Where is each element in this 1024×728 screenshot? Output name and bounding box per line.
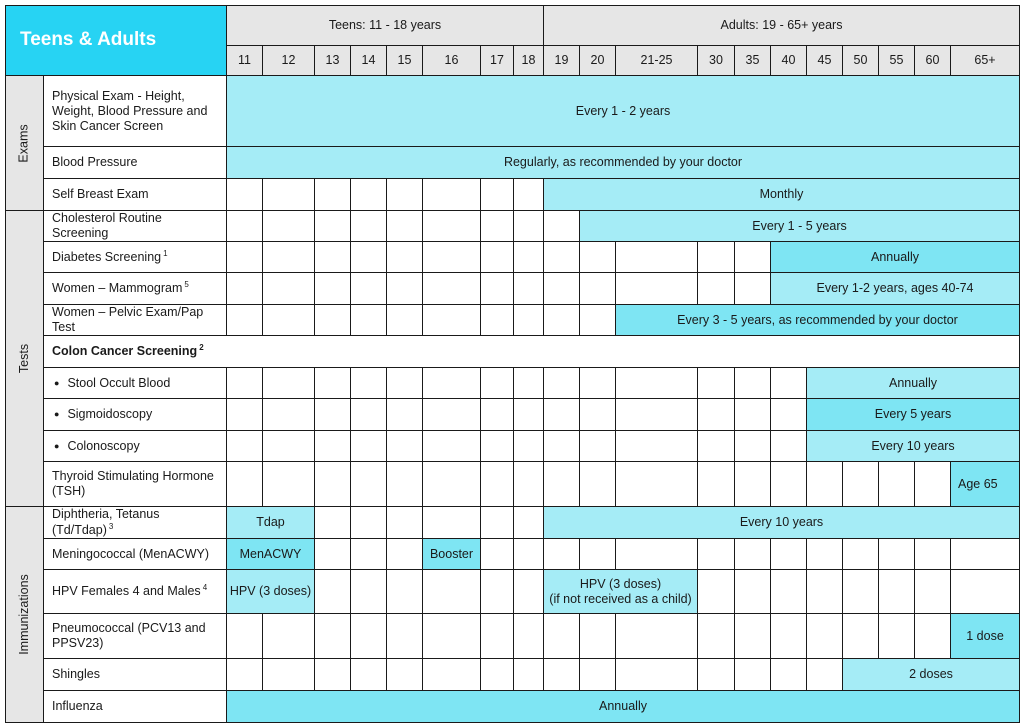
schedule-cell: [879, 462, 915, 507]
schedule-cell: [544, 211, 580, 242]
row-label-text: Colonoscopy: [67, 438, 140, 453]
schedule-cell: [879, 614, 915, 659]
schedule-cell: [423, 614, 481, 659]
row-label-text: Self Breast Exam: [52, 187, 149, 201]
age-column-header: 16: [423, 46, 481, 76]
schedule-cell: [843, 570, 879, 614]
row-label-influenza: [44, 691, 227, 723]
schedule-cell: [423, 399, 481, 431]
schedule-cell: [227, 242, 263, 273]
schedule-cell: [807, 659, 843, 691]
age-column-header: 35: [735, 46, 771, 76]
schedule-cell: [807, 539, 843, 570]
sigmoidoscopy-value: Every 5 years: [807, 399, 1020, 431]
schedule-cell: [735, 570, 771, 614]
influenza-value: Annually: [227, 691, 1020, 723]
schedule-cell: [423, 431, 481, 462]
schedule-cell: [315, 242, 351, 273]
stool-blood-value: Annually: [807, 368, 1020, 399]
schedule-cell: [735, 614, 771, 659]
schedule-cell: [915, 539, 951, 570]
schedule-cell: [263, 242, 315, 273]
schedule-cell: [315, 179, 351, 211]
age-column-header: 65+: [951, 46, 1020, 76]
age-column-header: 13: [315, 46, 351, 76]
schedule-cell: [698, 614, 735, 659]
colonoscopy-value: Every 10 years: [807, 431, 1020, 462]
schedule-cell: [387, 305, 423, 336]
schedule-cell: [771, 368, 807, 399]
schedule-cell: [481, 179, 514, 211]
footnote-marker: 4: [202, 583, 208, 593]
age-column-header: 50: [843, 46, 879, 76]
schedule-cell: [481, 368, 514, 399]
schedule-cell: [227, 305, 263, 336]
schedule-cell: [387, 507, 423, 539]
schedule-cell: [481, 273, 514, 305]
schedule-cell: [771, 399, 807, 431]
schedule-cell: [263, 614, 315, 659]
schedule-cell: [514, 242, 544, 273]
schedule-cell: [616, 431, 698, 462]
schedule-cell: [263, 305, 315, 336]
schedule-cell: [616, 368, 698, 399]
row-label-diabetes: [44, 242, 227, 273]
schedule-cell: [771, 570, 807, 614]
schedule-cell: [514, 659, 544, 691]
schedule-cell: [387, 399, 423, 431]
row-label-text: Influenza: [52, 699, 103, 713]
schedule-cell: [351, 539, 387, 570]
schedule-cell: [315, 431, 351, 462]
schedule-cell: [580, 659, 616, 691]
row-label-text: Diabetes Screening: [52, 250, 162, 265]
footnote-marker: 5: [184, 280, 189, 290]
schedule-cell: [698, 242, 735, 273]
schedule-cell: [514, 614, 544, 659]
row-label-mammogram: [44, 273, 227, 305]
schedule-cell: [580, 614, 616, 659]
schedule-cell: [580, 242, 616, 273]
row-label-text: Blood Pressure: [52, 155, 138, 169]
schedule-cell: [481, 242, 514, 273]
schedule-cell: [423, 368, 481, 399]
schedule-cell: [580, 368, 616, 399]
schedule-cell: [807, 614, 843, 659]
schedule-cell: [616, 399, 698, 431]
row-label-tsh: [44, 462, 227, 507]
schedule-cell: [698, 431, 735, 462]
age-column-header: 30: [698, 46, 735, 76]
schedule-cell: [771, 462, 807, 507]
schedule-cell: [481, 399, 514, 431]
row-label-hpv: [44, 570, 227, 614]
schedule-cell: [351, 570, 387, 614]
schedule-cell: [227, 399, 263, 431]
schedule-cell: [514, 539, 544, 570]
diphtheria-teen-value: Tdap: [227, 507, 315, 539]
age-column-header: 18: [514, 46, 544, 76]
hpv-adult-text-line: (if not received as a child): [549, 591, 692, 606]
schedule-cell: [514, 507, 544, 539]
bullet-icon: ●: [54, 409, 60, 420]
footnote-marker: 1: [163, 248, 168, 258]
row-label-physical-exam: [44, 76, 227, 147]
schedule-cell: [263, 273, 315, 305]
schedule-cell: [351, 399, 387, 431]
row-label-stool-blood: [44, 368, 227, 399]
schedule-cell: [227, 368, 263, 399]
schedule-cell: [771, 614, 807, 659]
schedule-cell: [481, 507, 514, 539]
row-label-text: Shingles: [52, 667, 100, 681]
age-column-header: 12: [263, 46, 315, 76]
self-breast-exam-value: Monthly: [544, 179, 1020, 211]
row-label-shingles: [44, 659, 227, 691]
schedule-cell: [616, 242, 698, 273]
row-label-text: Women – Mammogram: [52, 281, 183, 296]
age-column-header: 21-25: [616, 46, 698, 76]
schedule-cell: [263, 659, 315, 691]
schedule-cell: [843, 539, 879, 570]
age-column-header: 40: [771, 46, 807, 76]
schedule-cell: [423, 659, 481, 691]
schedule-cell: [616, 539, 698, 570]
schedule-cell: [544, 659, 580, 691]
schedule-cell: [544, 399, 580, 431]
row-label-blood-pressure: [44, 147, 227, 179]
row-label-diphtheria: [44, 507, 227, 539]
schedule-cell: [263, 399, 315, 431]
row-label-colonoscopy: [44, 431, 227, 462]
schedule-cell: [351, 242, 387, 273]
schedule-cell: [514, 570, 544, 614]
table-title: Teens & Adults: [6, 6, 227, 76]
row-label-pneumococcal: [44, 614, 227, 659]
cholesterol-value: Every 1 - 5 years: [580, 211, 1020, 242]
schedule-cell: [735, 431, 771, 462]
row-label-self-breast-exam: [44, 179, 227, 211]
schedule-cell: [544, 431, 580, 462]
row-label-text: Colon Cancer Screening: [52, 344, 198, 359]
row-label-text: Diphtheria, Tetanus (Td/Tdap): [52, 506, 160, 538]
schedule-cell: [580, 399, 616, 431]
schedule-cell: [423, 570, 481, 614]
mammogram-value: Every 1-2 years, ages 40-74: [771, 273, 1020, 305]
age-column-header: 14: [351, 46, 387, 76]
schedule-cell: [315, 399, 351, 431]
schedule-cell: [351, 273, 387, 305]
schedule-cell: [879, 570, 915, 614]
age-column-header: 60: [915, 46, 951, 76]
category-immunizations: [6, 507, 44, 723]
schedule-cell: [351, 431, 387, 462]
schedule-cell: [315, 368, 351, 399]
schedule-cell: [263, 431, 315, 462]
schedule-cell: [951, 570, 1020, 614]
schedule-cell: [315, 462, 351, 507]
schedule-cell: [616, 614, 698, 659]
schedule-cell: [698, 273, 735, 305]
schedule-cell: [514, 431, 544, 462]
schedule-cell: [544, 539, 580, 570]
schedule-cell: [263, 462, 315, 507]
schedule-cell: [514, 305, 544, 336]
schedule-cell: [227, 614, 263, 659]
category-label: Exams: [17, 123, 32, 163]
schedule-cell: [227, 273, 263, 305]
schedule-cell: [423, 462, 481, 507]
schedule-cell: [263, 368, 315, 399]
row-label-text: Pneumococcal (PCV13 and PPSV23): [52, 621, 206, 650]
schedule-cell: [514, 179, 544, 211]
schedule-cell: [807, 570, 843, 614]
schedule-cell: [481, 570, 514, 614]
bullet-icon: ●: [54, 377, 60, 388]
teens-header: Teens: 11 - 18 years: [227, 6, 544, 46]
schedule-cell: [387, 614, 423, 659]
schedule-cell: [315, 507, 351, 539]
schedule-cell: [735, 368, 771, 399]
hpv-adult: [544, 570, 698, 614]
schedule-cell: [879, 539, 915, 570]
row-label-text: HPV Females 4 and Males: [52, 584, 201, 599]
diabetes-value: Annually: [771, 242, 1020, 273]
schedule-cell: [514, 273, 544, 305]
schedule-cell: [698, 399, 735, 431]
category-tests: [6, 211, 44, 507]
schedule-cell: [227, 179, 263, 211]
schedule-cell: [481, 211, 514, 242]
schedule-cell: [481, 614, 514, 659]
age-column-header: 45: [807, 46, 843, 76]
schedule-cell: [481, 462, 514, 507]
schedule-cell: [544, 305, 580, 336]
schedule-cell: [544, 242, 580, 273]
schedule-cell: [771, 539, 807, 570]
footnote-marker: 3: [108, 521, 114, 531]
schedule-cell: [387, 273, 423, 305]
schedule-cell: [616, 273, 698, 305]
age-column-header: 19: [544, 46, 580, 76]
schedule-cell: [387, 431, 423, 462]
hpv-adult-text-line: HPV (3 doses): [579, 576, 662, 591]
schedule-cell: [423, 179, 481, 211]
schedule-cell: [315, 659, 351, 691]
age-column-header: 11: [227, 46, 263, 76]
tsh-value: Age 65: [951, 462, 1020, 507]
schedule-cell: [387, 570, 423, 614]
schedule-cell: [698, 659, 735, 691]
schedule-cell: [580, 539, 616, 570]
schedule-cell: [351, 507, 387, 539]
schedule-cell: [771, 659, 807, 691]
schedule-cell: [351, 211, 387, 242]
schedule-cell: [735, 659, 771, 691]
schedule-cell: [514, 211, 544, 242]
schedule-cell: [387, 368, 423, 399]
schedule-cell: [544, 614, 580, 659]
row-label-text: Stool Occult Blood: [67, 375, 171, 390]
schedule-cell: [315, 570, 351, 614]
schedule-cell: [481, 659, 514, 691]
schedule-cell: [387, 659, 423, 691]
schedule-cell: [843, 462, 879, 507]
schedule-cell: [351, 659, 387, 691]
schedule-cell: [580, 305, 616, 336]
schedule-cell: [698, 368, 735, 399]
blood-pressure-value: Regularly, as recommended by your doctor: [227, 147, 1020, 179]
schedule-cell: [514, 462, 544, 507]
schedule-cell: [315, 211, 351, 242]
schedule-cell: [771, 431, 807, 462]
schedule-cell: [423, 273, 481, 305]
category-exams: [6, 76, 44, 211]
schedule-cell: [843, 614, 879, 659]
schedule-cell: [915, 462, 951, 507]
schedule-cell: [735, 242, 771, 273]
schedule-cell: [735, 462, 771, 507]
diphtheria-value: Every 10 years: [544, 507, 1020, 539]
pelvic-pap-value: Every 3 - 5 years, as recommended by your doctor: [616, 305, 1020, 336]
row-label-text: Cholesterol Routine Screening: [52, 211, 162, 240]
schedule-cell: [387, 211, 423, 242]
hpv-teen-value: HPV (3 doses): [227, 570, 315, 614]
schedule-cell: [616, 462, 698, 507]
schedule-cell: [481, 539, 514, 570]
schedule-cell: [387, 179, 423, 211]
schedule-cell: [951, 539, 1020, 570]
row-label-text: Sigmoidoscopy: [67, 407, 153, 421]
physical-exam-value: Every 1 - 2 years: [227, 76, 1020, 147]
schedule-cell: [315, 305, 351, 336]
schedule-cell: [263, 179, 315, 211]
schedule-cell: [915, 570, 951, 614]
schedule-cell: [351, 462, 387, 507]
row-label-text: Thyroid Stimulating Hormone (TSH): [52, 469, 214, 498]
schedule-cell: [315, 539, 351, 570]
row-label-cholesterol: [44, 211, 227, 242]
schedule-cell: [227, 659, 263, 691]
schedule-cell: [387, 462, 423, 507]
schedule-cell: [698, 539, 735, 570]
row-label-text: Physical Exam - Height, Weight, Blood Pressure and Skin Cancer Screen: [52, 88, 208, 133]
row-label-text: Meningococcal (MenACWY): [52, 546, 209, 561]
schedule-cell: [481, 431, 514, 462]
schedule-cell: [387, 539, 423, 570]
schedule-cell: [263, 211, 315, 242]
schedule-cell: [616, 659, 698, 691]
schedule-cell: [544, 462, 580, 507]
row-label-meningococcal: [44, 539, 227, 570]
schedule-cell: [698, 570, 735, 614]
schedule-cell: [544, 368, 580, 399]
schedule-cell: [580, 273, 616, 305]
row-label-colon-cancer: [44, 336, 1020, 368]
schedule-cell: [735, 273, 771, 305]
row-label-text: Women – Pelvic Exam/Pap Test: [52, 305, 204, 334]
schedule-cell: [227, 431, 263, 462]
meningococcal-teen-value: MenACWY: [227, 539, 315, 570]
schedule-cell: [351, 305, 387, 336]
schedule-cell: [351, 614, 387, 659]
schedule-cell: [423, 211, 481, 242]
schedule-cell: [807, 462, 843, 507]
schedule-cell: [544, 273, 580, 305]
pneumococcal-value: 1 dose: [951, 614, 1020, 659]
adults-header: Adults: 19 - 65+ years: [544, 6, 1020, 46]
footnote-marker: 2: [199, 343, 204, 353]
schedule-cell: [315, 273, 351, 305]
schedule-cell: [315, 614, 351, 659]
meningococcal-booster: Booster: [423, 539, 481, 570]
schedule-cell: [423, 242, 481, 273]
schedule-cell: [514, 399, 544, 431]
category-label: Tests: [17, 343, 31, 374]
schedule-cell: [698, 462, 735, 507]
schedule-cell: [351, 179, 387, 211]
bullet-icon: ●: [54, 440, 60, 451]
schedule-cell: [580, 462, 616, 507]
schedule-cell: [481, 305, 514, 336]
schedule-cell: [580, 431, 616, 462]
schedule-cell: [735, 539, 771, 570]
schedule-cell: [227, 462, 263, 507]
schedule-cell: [387, 242, 423, 273]
category-label: Immunizations: [17, 574, 31, 655]
schedule-cell: [423, 305, 481, 336]
age-column-header: 55: [879, 46, 915, 76]
age-column-header: 20: [580, 46, 616, 76]
row-label-pelvic-pap: [44, 305, 227, 336]
age-column-header: 15: [387, 46, 423, 76]
schedule-cell: [351, 368, 387, 399]
shingles-value: 2 doses: [843, 659, 1020, 691]
schedule-cell: [514, 368, 544, 399]
row-label-sigmoidoscopy: [44, 399, 227, 431]
schedule-cell: [735, 399, 771, 431]
age-column-header: 17: [481, 46, 514, 76]
schedule-cell: [227, 211, 263, 242]
schedule-cell: [423, 507, 481, 539]
schedule-cell: [915, 614, 951, 659]
